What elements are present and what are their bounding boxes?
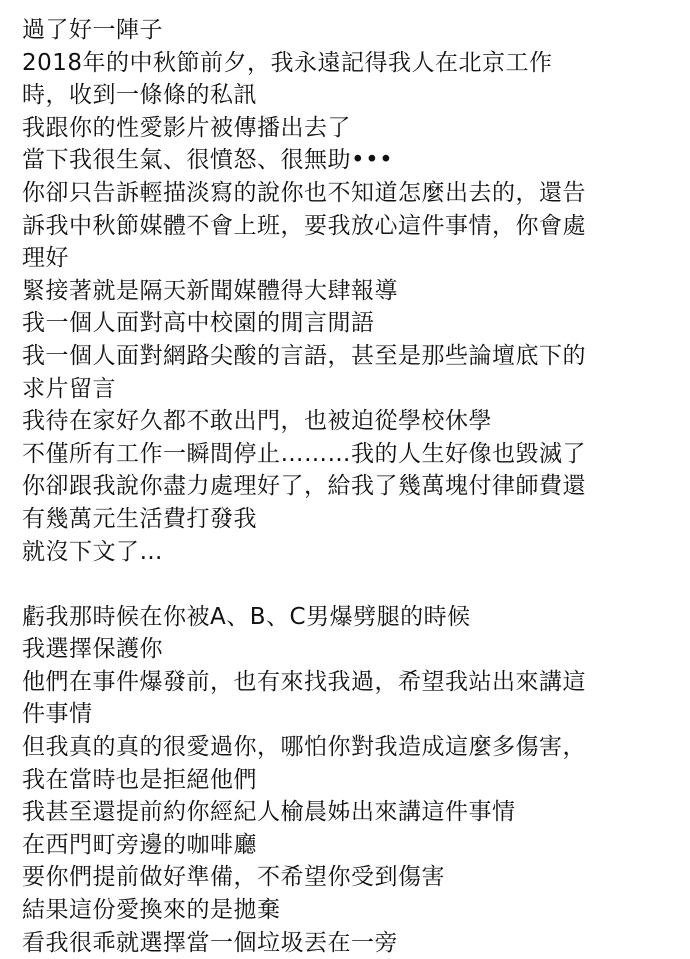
text-line: 要你們提前做好準備，不希望你受到傷害 [22, 864, 445, 891]
text-line: 結果這份愛換來的是拋棄 [22, 897, 281, 924]
text-line: 在西門町旁邊的咖啡廳 [22, 831, 257, 858]
text-line: 有幾萬元生活費打發我 [22, 505, 257, 532]
text-line: 虧我那時候在你被A、B、C男爆劈腿的時候 [22, 603, 471, 630]
paragraph-2 [22, 601, 672, 959]
text-line: 2018年的中秋節前夕，我永遠記得我人在北京工作 [22, 49, 553, 76]
text-line: 我待在家好久都不敢出門，也被迫從學校休學 [22, 408, 492, 435]
text-line: 過了好一陣子 [22, 17, 163, 43]
text-line: 件事情 [22, 701, 93, 728]
text-line: 看我很乖就選擇當一個垃圾丟在一旁 [22, 929, 398, 956]
text-line: 你卻跟我說你盡力處理好了，給我了幾萬塊付律師費還 [22, 473, 586, 500]
text-line: 當下我很生氣、很憤怒、很無助••• [22, 147, 394, 174]
text-line: 緊接著就是隔天新聞媒體得大肆報導 [22, 277, 398, 304]
text-line: 時，收到一條條的私訊 [22, 82, 257, 109]
text-line: 但我真的真的很愛過你，哪怕你對我造成這麼多傷害， [22, 734, 586, 761]
text-line: 你卻只告訴輕描淡寫的說你也不知道怎麼出去的，還告 [22, 179, 586, 206]
text-line: 不僅所有工作一瞬間停止………我的人生好像也毀滅了 [22, 440, 586, 467]
text-line: 求片留言 [22, 375, 116, 402]
text-line: 我跟你的性愛影片被傳播出去了 [22, 114, 351, 141]
text-line: 我甚至還提前約你經紀人榆晨姊出來講這件事情 [22, 799, 516, 826]
text-line: 我在當時也是拒絕他們 [22, 766, 257, 793]
post-text [22, 14, 672, 959]
text-line: 我一個人面對高中校園的閒言閒語 [22, 310, 375, 337]
text-line: 理好 [22, 245, 69, 272]
text-line: 訴我中秋節媒體不會上班，要我放心這件事情，你會處 [22, 212, 586, 239]
text-line: 就沒下文了… [22, 538, 163, 565]
text-line: 他們在事件爆發前，也有來找我過，希望我站出來講這 [22, 668, 586, 695]
text-line: 我一個人面對網路尖酸的言語，甚至是那些論壇底下的 [22, 342, 586, 369]
paragraph-1 [22, 14, 672, 568]
text-line: 我選擇保護你 [22, 636, 163, 663]
paragraph-gap [22, 568, 672, 601]
